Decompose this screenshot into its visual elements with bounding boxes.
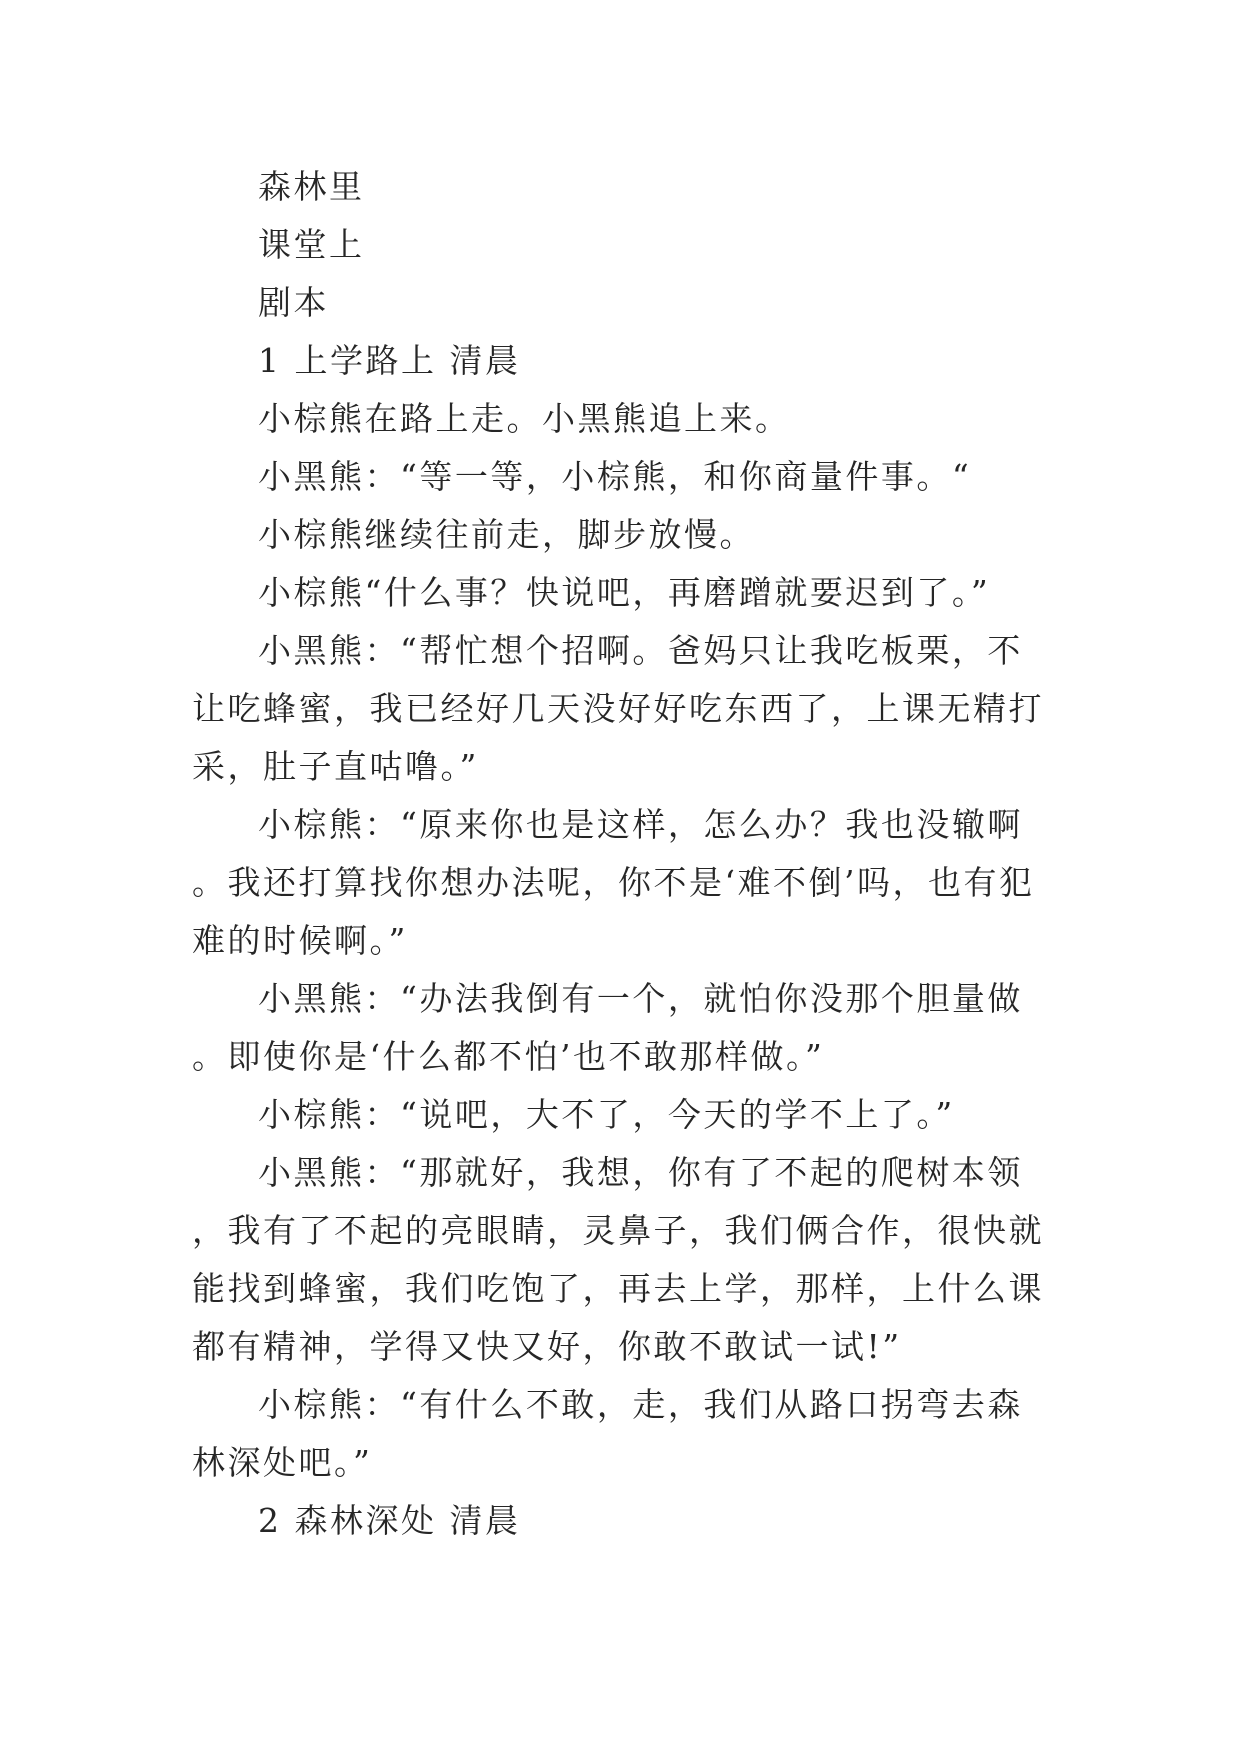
heading-classroom: 课堂上 (258, 225, 365, 264)
heading-forest: 森林里 (258, 167, 365, 206)
scene-heading-1: 1 上学路上 清晨 (258, 341, 521, 380)
heading-script: 剧本 (258, 283, 329, 322)
scene-heading-2: 2 森林深处 清晨 (258, 1501, 521, 1540)
script-text (192, 158, 1052, 1550)
dialogue-line: 小黑熊：“帮忙想个招啊。爸妈只让我吃板栗，不让吃蜂蜜，我已经好几天没好好吃东西了，上课无精打采，肚子直咕噜。” (192, 631, 1044, 786)
stage-direction: 小棕熊在路上走。小黑熊追上来。 (258, 399, 791, 438)
dialogue-line: 小棕熊：“说吧，大不了，今天的学不上了。” (258, 1095, 955, 1134)
dialogue-line: 小黑熊：“等一等，小棕熊，和你商量件事。“ (258, 457, 972, 496)
dialogue-line: 小棕熊“什么事？快说吧，再磨蹭就要迟到了。” (258, 573, 991, 612)
dialogue-line: 小黑熊：“办法我倒有一个，就怕你没那个胆量做。即使你是‘什么都不怕’也不敢那样做。” (192, 979, 1023, 1076)
dialogue-line: 小棕熊：“原来你也是这样，怎么办？我也没辙啊。我还打算找你想办法呢，你不是‘难不倒’吗，也有犯难的时候啊。” (192, 805, 1035, 960)
stage-direction: 小棕熊继续往前走，脚步放慢。 (258, 515, 755, 554)
dialogue-line: 小黑熊：“那就好，我想，你有了不起的爬树本领，我有了不起的亮眼睛，灵鼻子，我们俩合作，很快就能找到蜂蜜，我们吃饱了，再去上学，那样，上什么课都有精神，学得又快又好，你敢不敢试一试!” (192, 1153, 1044, 1366)
dialogue-line: 小棕熊：“有什么不敢，走，我们从路口拐弯去森林深处吧。” (192, 1385, 1023, 1482)
